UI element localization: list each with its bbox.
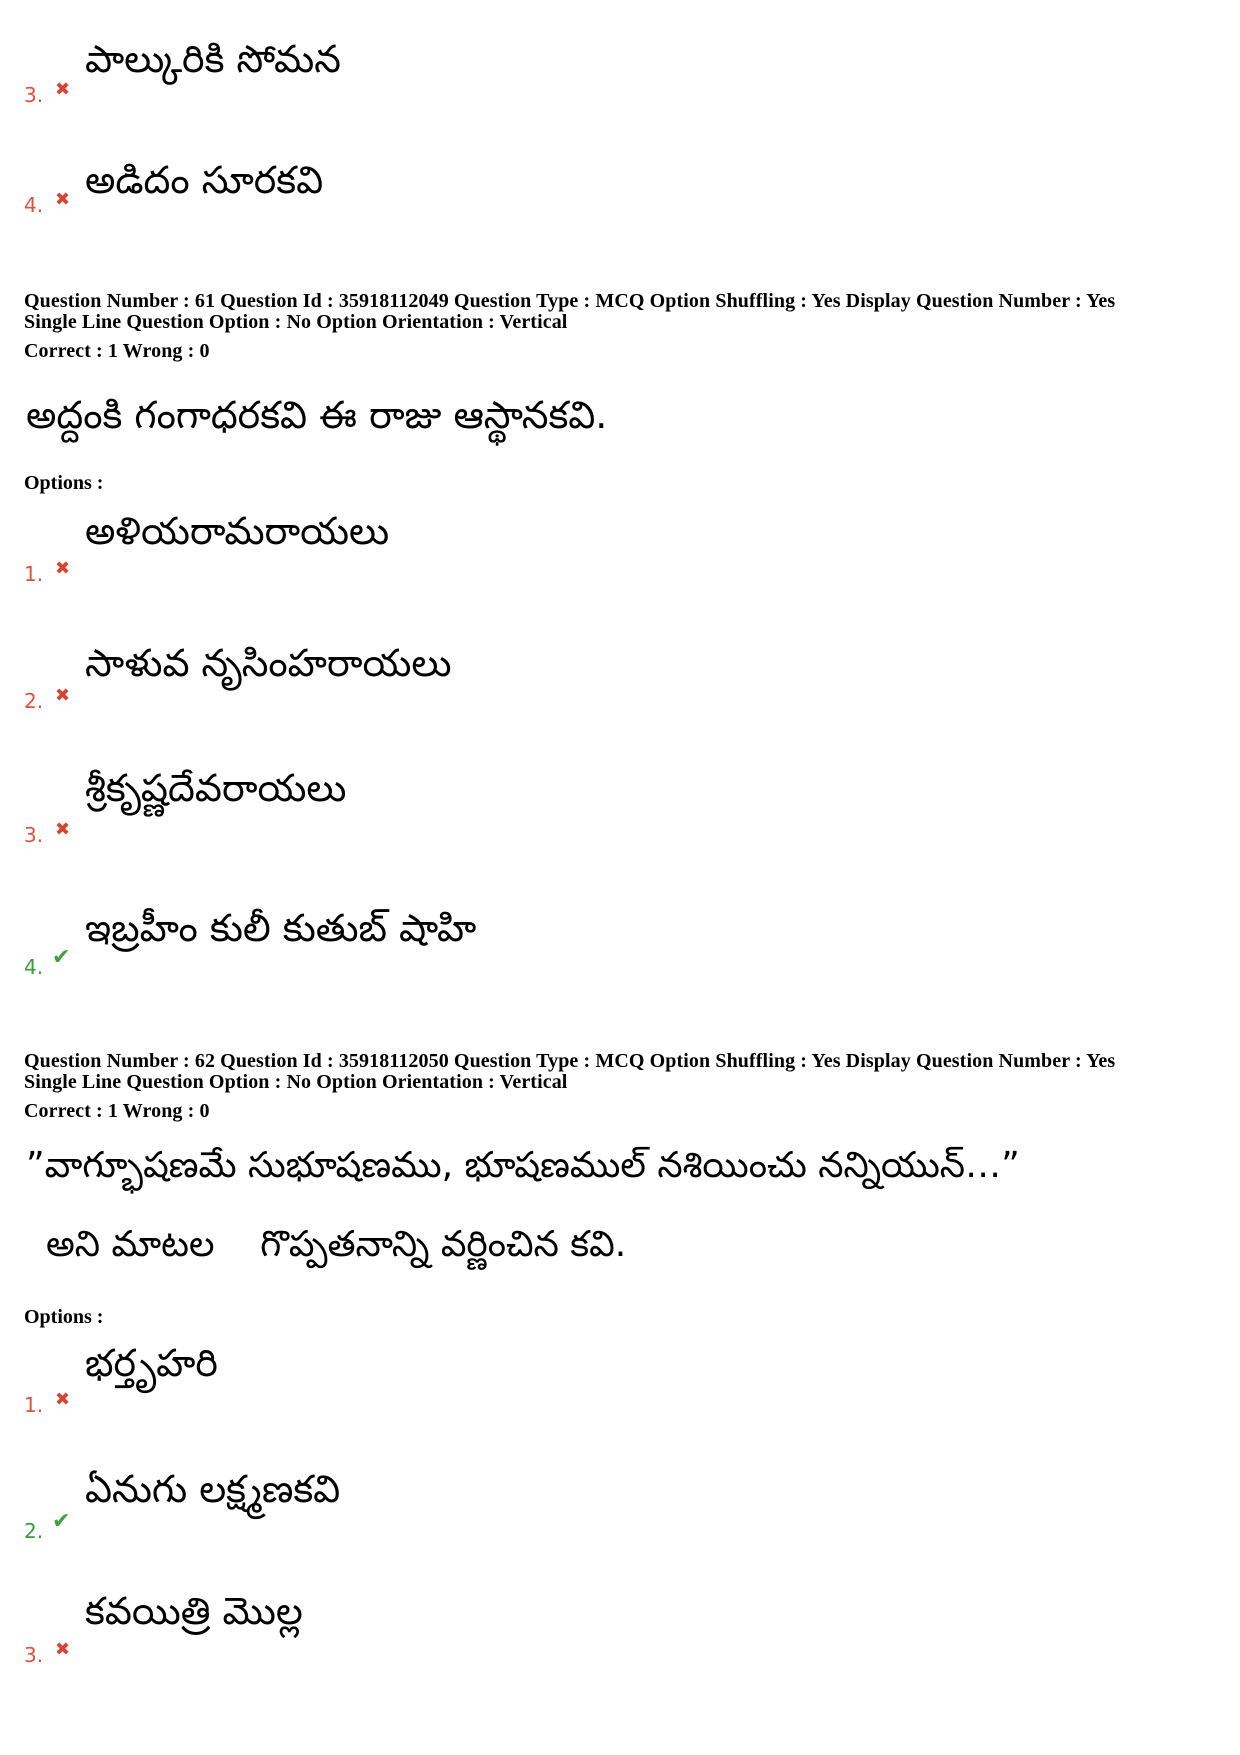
option-number: 2. xyxy=(24,689,44,713)
option-number: 3. xyxy=(24,823,44,847)
question-meta-line: Question Number : 61 Question Id : 35918112049 Question Type : MCQ Option Shuffling : Yes Display Question Number : Yes xyxy=(24,290,1116,312)
score-line: Correct : 1 Wrong : 0 xyxy=(24,1100,210,1122)
option-number: 1. xyxy=(24,562,44,586)
question-text-line-2: అని మాటల గొప్పతనాన్ని వర్ణించిన కవి. xyxy=(46,1224,627,1265)
question-meta-line: Question Number : 62 Question Id : 35918112050 Question Type : MCQ Option Shuffling : Yes Display Question Number : Yes xyxy=(24,1050,1116,1072)
question-options-meta-line: Single Line Question Option : No Option Orientation : Vertical xyxy=(24,311,568,333)
options-label: Options : xyxy=(24,1306,104,1328)
option-text: పాల్కురికి సోమన xyxy=(85,37,341,81)
option-text: కవయిత్రి మొల్ల xyxy=(85,1589,303,1633)
option-number: 3. xyxy=(24,1643,44,1667)
option-number: 1. xyxy=(24,1393,44,1417)
option-number: 4. xyxy=(24,955,44,979)
wrong-mark-icon: ✖ xyxy=(55,79,71,100)
wrong-mark-icon: ✖ xyxy=(55,558,71,579)
wrong-mark-icon: ✖ xyxy=(55,189,71,210)
option-number: 2. xyxy=(24,1519,44,1543)
wrong-mark-icon: ✖ xyxy=(55,1389,71,1410)
option-text: ఇబ్రహీం కులీ కుతుబ్ షాహి xyxy=(85,906,477,950)
option-text: అడిదం సూరకవి xyxy=(85,158,324,202)
option-text: శ్రీకృష్ణదేవరాయలు xyxy=(85,766,347,810)
option-text: సాళువ నృసింహరాయలు xyxy=(85,641,452,685)
option-text: భర్తృహరి xyxy=(85,1341,218,1385)
correct-check-icon: ✔ xyxy=(52,1509,71,1534)
question-options-meta-line: Single Line Question Option : No Option Orientation : Vertical xyxy=(24,1071,568,1093)
question-text: అద్దంకి గంగాధరకవి ఈ రాజు ఆస్థానకవి. xyxy=(26,393,608,437)
option-number: 3. xyxy=(24,83,44,107)
question-text-line-1: ”వాగ్భూషణమే సుభూషణము, భూషణముల్ నశియించు నన్నియున్…” xyxy=(26,1145,1020,1186)
options-label: Options : xyxy=(24,472,104,494)
wrong-mark-icon: ✖ xyxy=(55,819,71,840)
wrong-mark-icon: ✖ xyxy=(55,685,71,706)
option-text: అళియరామరాయలు xyxy=(85,509,390,553)
option-text: ఏనుగు లక్ష్మణకవి xyxy=(85,1467,341,1511)
option-number: 4. xyxy=(24,193,44,217)
correct-check-icon: ✔ xyxy=(52,945,71,970)
wrong-mark-icon: ✖ xyxy=(55,1639,71,1660)
score-line: Correct : 1 Wrong : 0 xyxy=(24,340,210,362)
